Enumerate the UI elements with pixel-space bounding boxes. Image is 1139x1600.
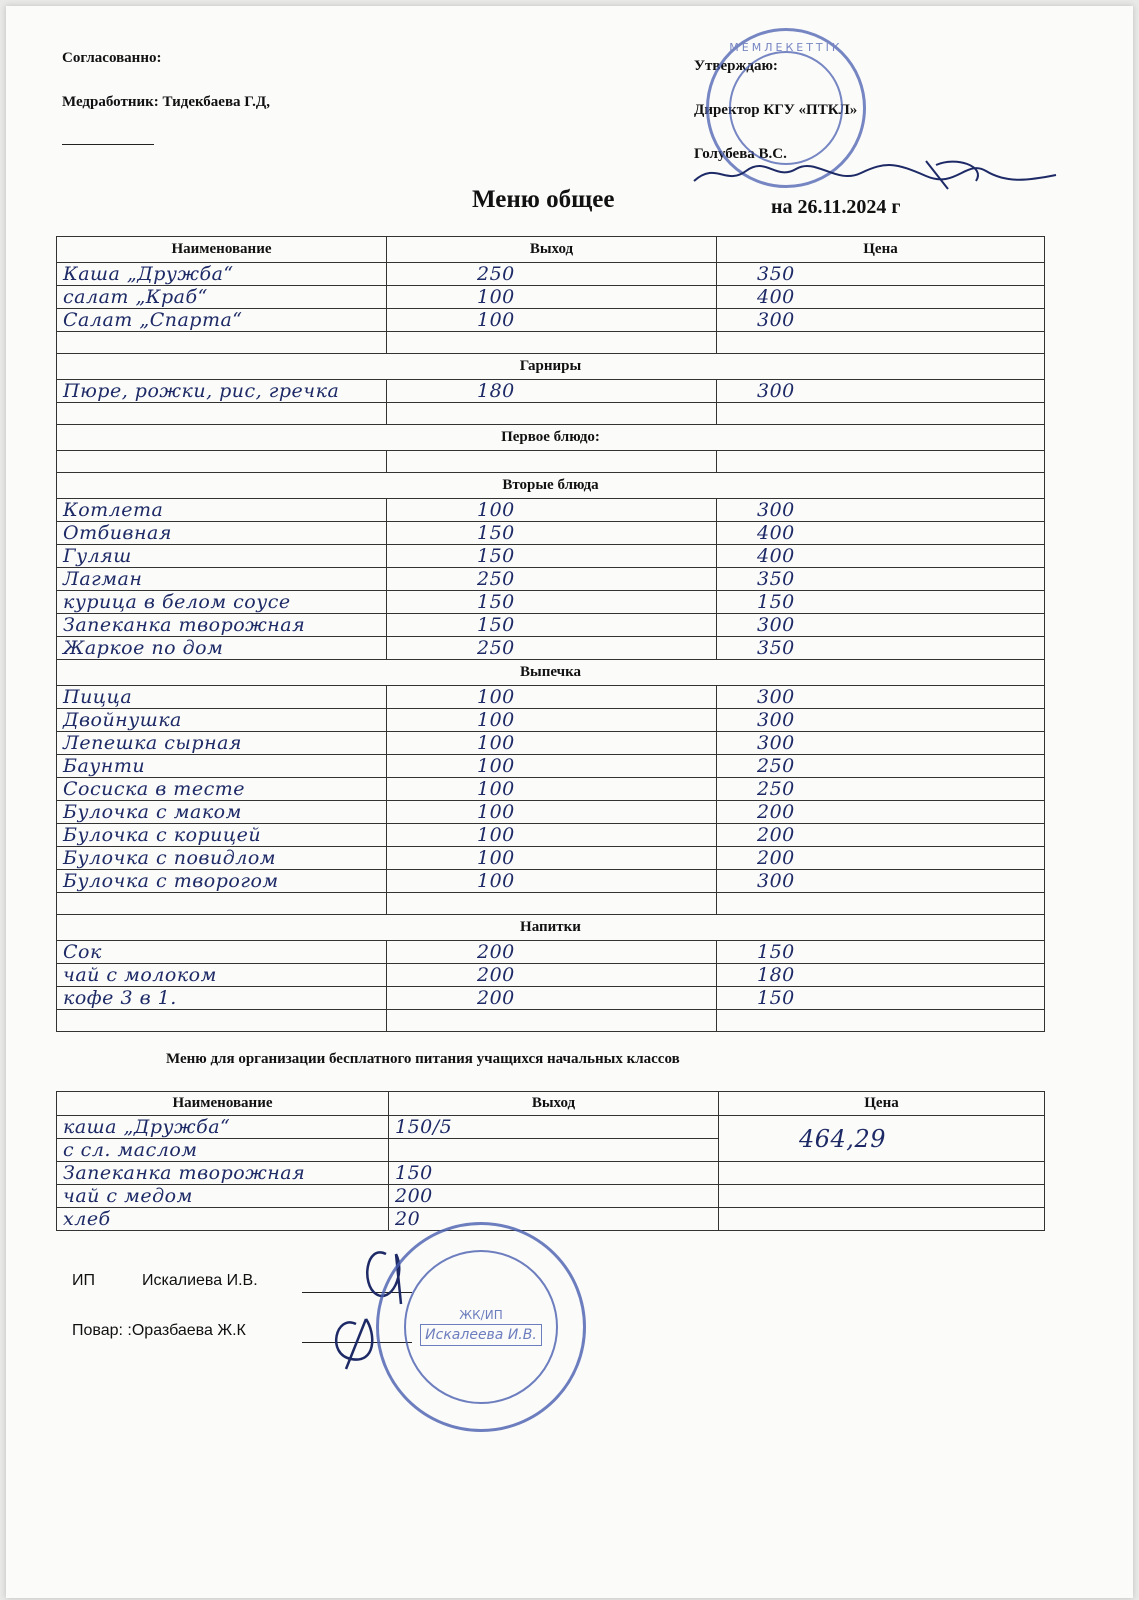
page-title: Меню общее (472, 186, 615, 213)
item-price: 150 (717, 987, 1045, 1010)
ip-stamp-line2: Искалеева И.В. (420, 1324, 542, 1346)
item-output: 200 (389, 1185, 719, 1208)
item-output: 150 (387, 545, 717, 568)
item-name: Булочка с корицей (57, 824, 387, 847)
item-output (387, 332, 717, 354)
table-header-row (57, 1092, 1045, 1116)
item-name: Лагман (57, 568, 387, 591)
table-header-row (57, 237, 1045, 263)
table-row (57, 1162, 1045, 1185)
item-name (57, 332, 387, 354)
table-row (57, 686, 1045, 709)
item-name: Булочка с повидлом (57, 847, 387, 870)
section-row (57, 354, 1045, 380)
table-row (57, 286, 1045, 309)
item-name (57, 403, 387, 425)
table-row (57, 732, 1045, 755)
item-output (389, 1139, 719, 1162)
item-output (387, 451, 717, 473)
ip-stamp-line1: ЖК/ИП (459, 1308, 503, 1322)
item-price: 150 (717, 591, 1045, 614)
item-output: 100 (387, 686, 717, 709)
director-stamp-text: МЕМЛЕКЕТТІК (729, 41, 843, 54)
item-price (717, 893, 1045, 915)
section-row (57, 660, 1045, 686)
item-output: 250 (387, 263, 717, 286)
item-price: 300 (717, 870, 1045, 893)
item-name: чай с медом (57, 1185, 389, 1208)
item-price (717, 403, 1045, 425)
item-price (719, 1162, 1045, 1185)
item-name: Гуляш (57, 545, 387, 568)
column-header-name: Наименование (57, 237, 387, 263)
empty-row (57, 332, 1045, 354)
item-price: 400 (717, 545, 1045, 568)
director-label: Директор КГУ «ПТКЛ» (694, 102, 858, 118)
table-row (57, 1185, 1045, 1208)
item-price: 300 (717, 614, 1045, 637)
item-name (57, 893, 387, 915)
item-price: 400 (717, 522, 1045, 545)
table-row (57, 709, 1045, 732)
item-name: Запеканка творожная (57, 1162, 389, 1185)
column-header-output: Выход (389, 1092, 719, 1116)
section-row (57, 425, 1045, 451)
director-signature (686, 151, 1066, 201)
item-output: 100 (387, 709, 717, 732)
item-output: 100 (387, 870, 717, 893)
empty-row (57, 1010, 1045, 1032)
ip-name: Искалиева И.В. (142, 1272, 258, 1289)
column-header-output: Выход (387, 237, 717, 263)
column-header-price: Цена (719, 1092, 1045, 1116)
item-price (717, 451, 1045, 473)
item-price (719, 1208, 1045, 1231)
table-row (57, 614, 1045, 637)
section-row (57, 915, 1045, 941)
agreed-label: Согласованно: (62, 50, 162, 66)
item-price: 300 (717, 709, 1045, 732)
item-price: 250 (717, 778, 1045, 801)
section-label: Первое блюдо: (57, 425, 1045, 451)
table-row (57, 847, 1045, 870)
item-name: с сл. маслом (57, 1139, 389, 1162)
item-price: 350 (717, 637, 1045, 660)
item-output: 250 (387, 637, 717, 660)
approved-label: Утверждаю: (694, 58, 778, 74)
item-name: Жаркое по дом (57, 637, 387, 660)
item-price: 180 (717, 964, 1045, 987)
section-label: Выпечка (57, 660, 1045, 686)
free-menu-table (56, 1091, 1045, 1231)
cook-label: Повар: :Оразбаева Ж.К (72, 1322, 246, 1339)
item-output: 20 (389, 1208, 719, 1231)
column-header-price: Цена (717, 237, 1045, 263)
item-output (387, 1010, 717, 1032)
table-row (57, 824, 1045, 847)
item-output: 200 (387, 987, 717, 1010)
item-output: 100 (387, 732, 717, 755)
table-row (57, 499, 1045, 522)
document-sheet (6, 6, 1133, 1598)
item-price: 350 (717, 263, 1045, 286)
item-name: Сосиска в тесте (57, 778, 387, 801)
table-row (57, 380, 1045, 403)
table-row (57, 987, 1045, 1010)
ip-stamp (376, 1222, 586, 1432)
table-row (57, 568, 1045, 591)
table-row (57, 309, 1045, 332)
item-name: Двойнушка (57, 709, 387, 732)
table-row (57, 545, 1045, 568)
item-output: 150 (387, 591, 717, 614)
item-name (57, 1010, 387, 1032)
table-row (57, 964, 1045, 987)
item-name: хлеб (57, 1208, 389, 1231)
empty-row (57, 893, 1045, 915)
item-name: Салат „Спарта“ (57, 309, 387, 332)
medic-signature-line (62, 144, 154, 145)
item-output: 150 (387, 614, 717, 637)
item-price: 200 (717, 847, 1045, 870)
table-row (57, 1116, 1045, 1139)
item-name: каша „Дружба“ (57, 1116, 389, 1139)
empty-row (57, 451, 1045, 473)
item-output: 150 (389, 1162, 719, 1185)
item-price (717, 1010, 1045, 1032)
item-name: Лепешка сырная (57, 732, 387, 755)
item-name: Пицца (57, 686, 387, 709)
table-row (57, 755, 1045, 778)
item-output: 200 (387, 941, 717, 964)
item-output: 100 (387, 755, 717, 778)
item-output: 100 (387, 847, 717, 870)
item-name: Отбивная (57, 522, 387, 545)
item-output: 250 (387, 568, 717, 591)
item-price (719, 1185, 1045, 1208)
table-row (57, 1208, 1045, 1231)
item-output: 100 (387, 286, 717, 309)
item-name: Котлета (57, 499, 387, 522)
item-name: Каша „Дружба“ (57, 263, 387, 286)
table-row (57, 870, 1045, 893)
item-output (387, 403, 717, 425)
item-output: 100 (387, 778, 717, 801)
item-name (57, 451, 387, 473)
table-row (57, 801, 1045, 824)
ip-stamp-center (420, 1308, 542, 1346)
item-output: 100 (387, 801, 717, 824)
item-price: 300 (717, 499, 1045, 522)
item-price: 150 (717, 941, 1045, 964)
item-price: 200 (717, 824, 1045, 847)
item-output: 100 (387, 309, 717, 332)
medic-label: Медработник: Тидекбаева Г.Д, (62, 94, 270, 110)
section-label: Вторые блюда (57, 473, 1045, 499)
item-name: чай с молоком (57, 964, 387, 987)
item-output: 180 (387, 380, 717, 403)
director-stamp-inner-ring (729, 51, 843, 165)
table-row (57, 637, 1045, 660)
item-name: Баунти (57, 755, 387, 778)
item-name: Булочка с творогом (57, 870, 387, 893)
main-menu-table (56, 236, 1045, 1032)
item-price: 300 (717, 686, 1045, 709)
item-name: курица в белом соусе (57, 591, 387, 614)
item-price: 300 (717, 380, 1045, 403)
item-price: 350 (717, 568, 1045, 591)
item-output: 150 (387, 522, 717, 545)
table-row (57, 522, 1045, 545)
item-name: Булочка с маком (57, 801, 387, 824)
section-label: Напитки (57, 915, 1045, 941)
table-row (57, 941, 1045, 964)
empty-row (57, 403, 1045, 425)
column-header-name: Наименование (57, 1092, 389, 1116)
item-output: 150/5 (389, 1116, 719, 1139)
table-row (57, 778, 1045, 801)
menu-date: на 26.11.2024 г (771, 196, 901, 218)
item-name: Запеканка творожная (57, 614, 387, 637)
item-name: кофе 3 в 1. (57, 987, 387, 1010)
item-price (717, 332, 1045, 354)
director-name: Голубева В.С. (694, 146, 787, 162)
item-price: 200 (717, 801, 1045, 824)
item-output: 100 (387, 824, 717, 847)
table-row (57, 591, 1045, 614)
item-name: салат „Краб“ (57, 286, 387, 309)
item-price: 250 (717, 755, 1045, 778)
item-output: 200 (387, 964, 717, 987)
item-price: 400 (717, 286, 1045, 309)
item-name: Сок (57, 941, 387, 964)
item-price: 300 (717, 732, 1045, 755)
item-output (387, 893, 717, 915)
section-row (57, 473, 1045, 499)
item-price: 464,29 (719, 1116, 1045, 1162)
item-price: 300 (717, 309, 1045, 332)
item-name: Пюре, рожки, рис, гречка (57, 380, 387, 403)
ip-label: ИП (72, 1272, 95, 1289)
item-output: 100 (387, 499, 717, 522)
table-row (57, 263, 1045, 286)
section-label: Гарниры (57, 354, 1045, 380)
free-menu-title: Меню для организации бесплатного питания учащихся начальных классов (166, 1051, 680, 1067)
